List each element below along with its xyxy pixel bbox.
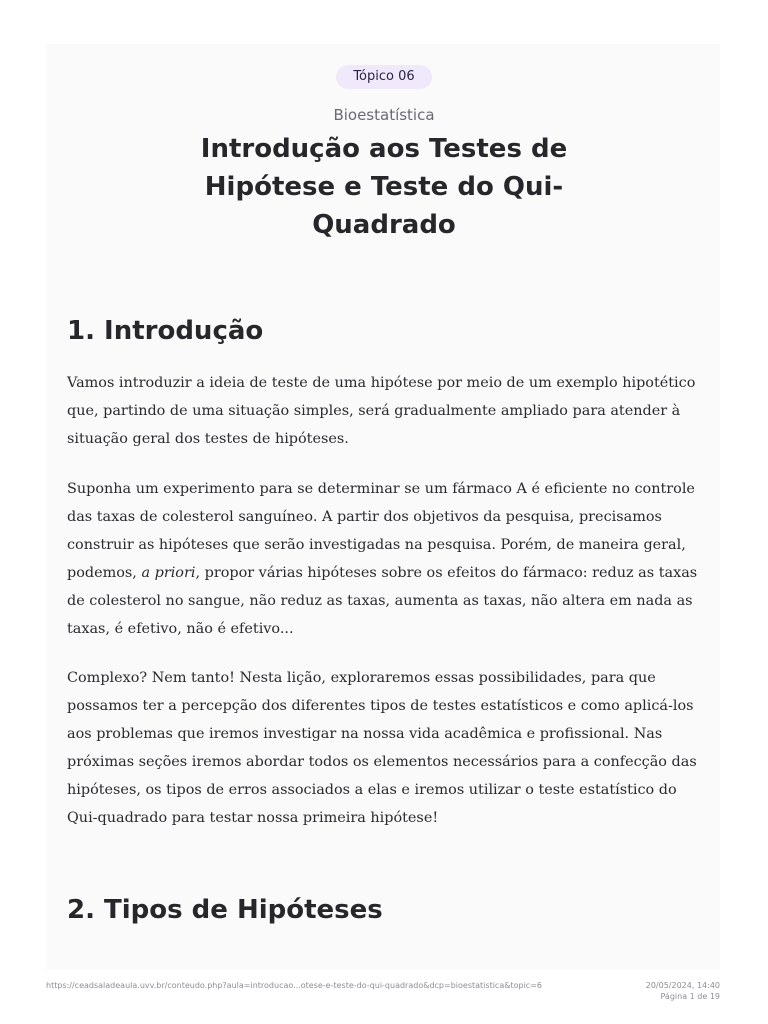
page-title: Introdução aos Testes de Hipótese e Teste do Qui-Quadrado (200, 134, 568, 240)
a-priori-emphasis: a priori (141, 565, 196, 581)
paragraph-intro-1: Vamos introduzir a ideia de teste de uma hipótese por meio de um exemplo hipotético que, partindo de uma situação simples, será gradualmente ampliado para atender à situação geral dos testes de hipóteses. (67, 375, 696, 447)
section-heading-introducao: 1. Introdução (67, 316, 264, 346)
footer-info (646, 980, 720, 1002)
section-heading-tipos-de-hipoteses: 2. Tipos de Hipóteses (67, 895, 383, 925)
topic-badge: Tópico 06 (336, 65, 432, 89)
footer-datetime: 20/05/2024, 14:40 (645, 981, 720, 990)
paragraph-intro-2-end: , propor várias hipóteses sobre os efeitos do fármaco: reduz as taxas de colesterol no sangue, não reduz as taxas, aumenta as taxas, não altera em nada as taxas, é efetivo, não é efetivo... (67, 565, 698, 637)
footer-page-number: Página 1 de 19 (660, 992, 720, 1001)
subject-label: Bioestatística (333, 106, 435, 124)
footer-url: https://ceadsaladeaula.uvv.br/conteudo.php?aula=introducao...otese-e-teste-do-qui-quadrado&dcp=bioestatistica&topic=6 (46, 981, 542, 990)
paragraph-intro-2 (67, 475, 709, 643)
paragraph-intro-3: Complexo? Nem tanto! Nesta lição, exploraremos essas possibilidades, para que possamos ter a percepção dos diferentes tipos de testes estatísticos e como aplicá-los aos problemas que iremos investigar na nossa vida acadêmica e profissional. Nas próximas seções iremos abordar todos os elementos necessários para a confecção das hipóteses, os tipos de erros associados a elas e iremos utilizar o teste estatístico do Qui-quadrado para testar nossa primeira hipótese! (67, 670, 697, 826)
paragraph-intro-2-start: Suponha um experimento para se determinar se um fármaco A é eficiente no controle das taxas de colesterol sanguíneo. A partir dos objetivos da pesquisa, precisamos construir as hipóteses que serão investigadas na pesquisa. Porém, de maneira geral, podemos, (67, 481, 695, 581)
